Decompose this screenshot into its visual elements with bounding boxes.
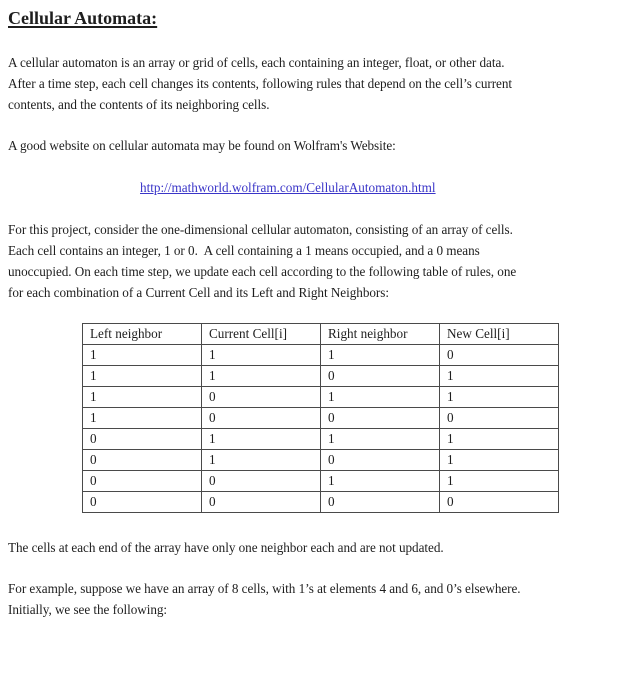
rule-cell: 0 [83, 492, 202, 513]
rule-cell: 1 [202, 450, 321, 471]
rule-cell: 0 [440, 492, 559, 513]
rule-cell: 1 [321, 387, 440, 408]
table-row [83, 366, 559, 387]
example-paragraph [8, 578, 618, 620]
text-line: After a time step, each cell changes its contents, following rules that depend on the cell’s current [8, 76, 513, 91]
text-line: unoccupied. On each time step, we update each cell according to the following table of rules, one [8, 264, 517, 279]
table-row [83, 429, 559, 450]
rule-cell: 1 [440, 471, 559, 492]
rule-cell: 1 [202, 429, 321, 450]
header-right-neighbor: Right neighbor [321, 324, 440, 345]
link-row [8, 177, 618, 198]
rule-cell: 1 [321, 429, 440, 450]
table-row [83, 450, 559, 471]
rule-cell: 0 [440, 345, 559, 366]
rule-cell: 1 [83, 387, 202, 408]
table-row [83, 471, 559, 492]
intro-paragraph [8, 52, 618, 115]
rule-cell: 0 [202, 471, 321, 492]
page-title: Cellular Automata: [8, 8, 158, 28]
rule-cell: 1 [202, 345, 321, 366]
rule-cell: 1 [440, 366, 559, 387]
text-line: Initially, we see the following: [8, 602, 168, 617]
rule-cell: 0 [202, 408, 321, 429]
rule-cell: 1 [83, 408, 202, 429]
rule-cell: 1 [321, 345, 440, 366]
text-line: Each cell contains an integer, 1 or 0. A cell containing a 1 means occupied, and a 0 means [8, 243, 480, 258]
text-line: A good website on cellular automata may be found on Wolfram's Website: [8, 138, 396, 153]
rule-cell: 0 [440, 408, 559, 429]
rule-cell: 0 [83, 450, 202, 471]
table-row [83, 408, 559, 429]
table-row [83, 345, 559, 366]
table-row [83, 387, 559, 408]
text-line: for each combination of a Current Cell and its Left and Right Neighbors: [8, 285, 389, 300]
text-line: The cells at each end of the array have only one neighbor each and are not updated. [8, 540, 444, 555]
rule-cell: 0 [202, 492, 321, 513]
table-header-row [83, 324, 559, 345]
rule-cell: 1 [202, 366, 321, 387]
rules-table [82, 323, 559, 513]
rule-cell: 0 [321, 408, 440, 429]
header-new-cell: New Cell[i] [440, 324, 559, 345]
rule-cell: 0 [83, 471, 202, 492]
rule-cell: 1 [83, 345, 202, 366]
rule-cell: 1 [440, 387, 559, 408]
rule-cell: 1 [83, 366, 202, 387]
rule-cell: 0 [321, 366, 440, 387]
rule-cell: 0 [202, 387, 321, 408]
text-line: For this project, consider the one-dimensional cellular automaton, consisting of an array of cells. [8, 222, 513, 237]
rule-cell: 1 [440, 450, 559, 471]
rule-cell: 0 [321, 450, 440, 471]
project-paragraph [8, 219, 618, 303]
ends-note-paragraph [8, 537, 618, 558]
rule-cell: 1 [440, 429, 559, 450]
rule-cell: 1 [321, 471, 440, 492]
header-current-cell: Current Cell[i] [202, 324, 321, 345]
text-line: A cellular automaton is an array or grid of cells, each containing an integer, float, or other data. [8, 55, 505, 70]
cellular-automaton-link[interactable]: http://mathworld.wolfram.com/CellularAutomaton.html [140, 180, 436, 195]
rule-cell: 0 [321, 492, 440, 513]
text-line: For example, suppose we have an array of 8 cells, with 1’s at elements 4 and 6, and 0’s elsewhere. [8, 581, 521, 596]
header-left-neighbor: Left neighbor [83, 324, 202, 345]
table-row [83, 492, 559, 513]
website-note-paragraph [8, 135, 618, 156]
rule-cell: 0 [83, 429, 202, 450]
text-line: contents, and the contents of its neighboring cells. [8, 97, 270, 112]
